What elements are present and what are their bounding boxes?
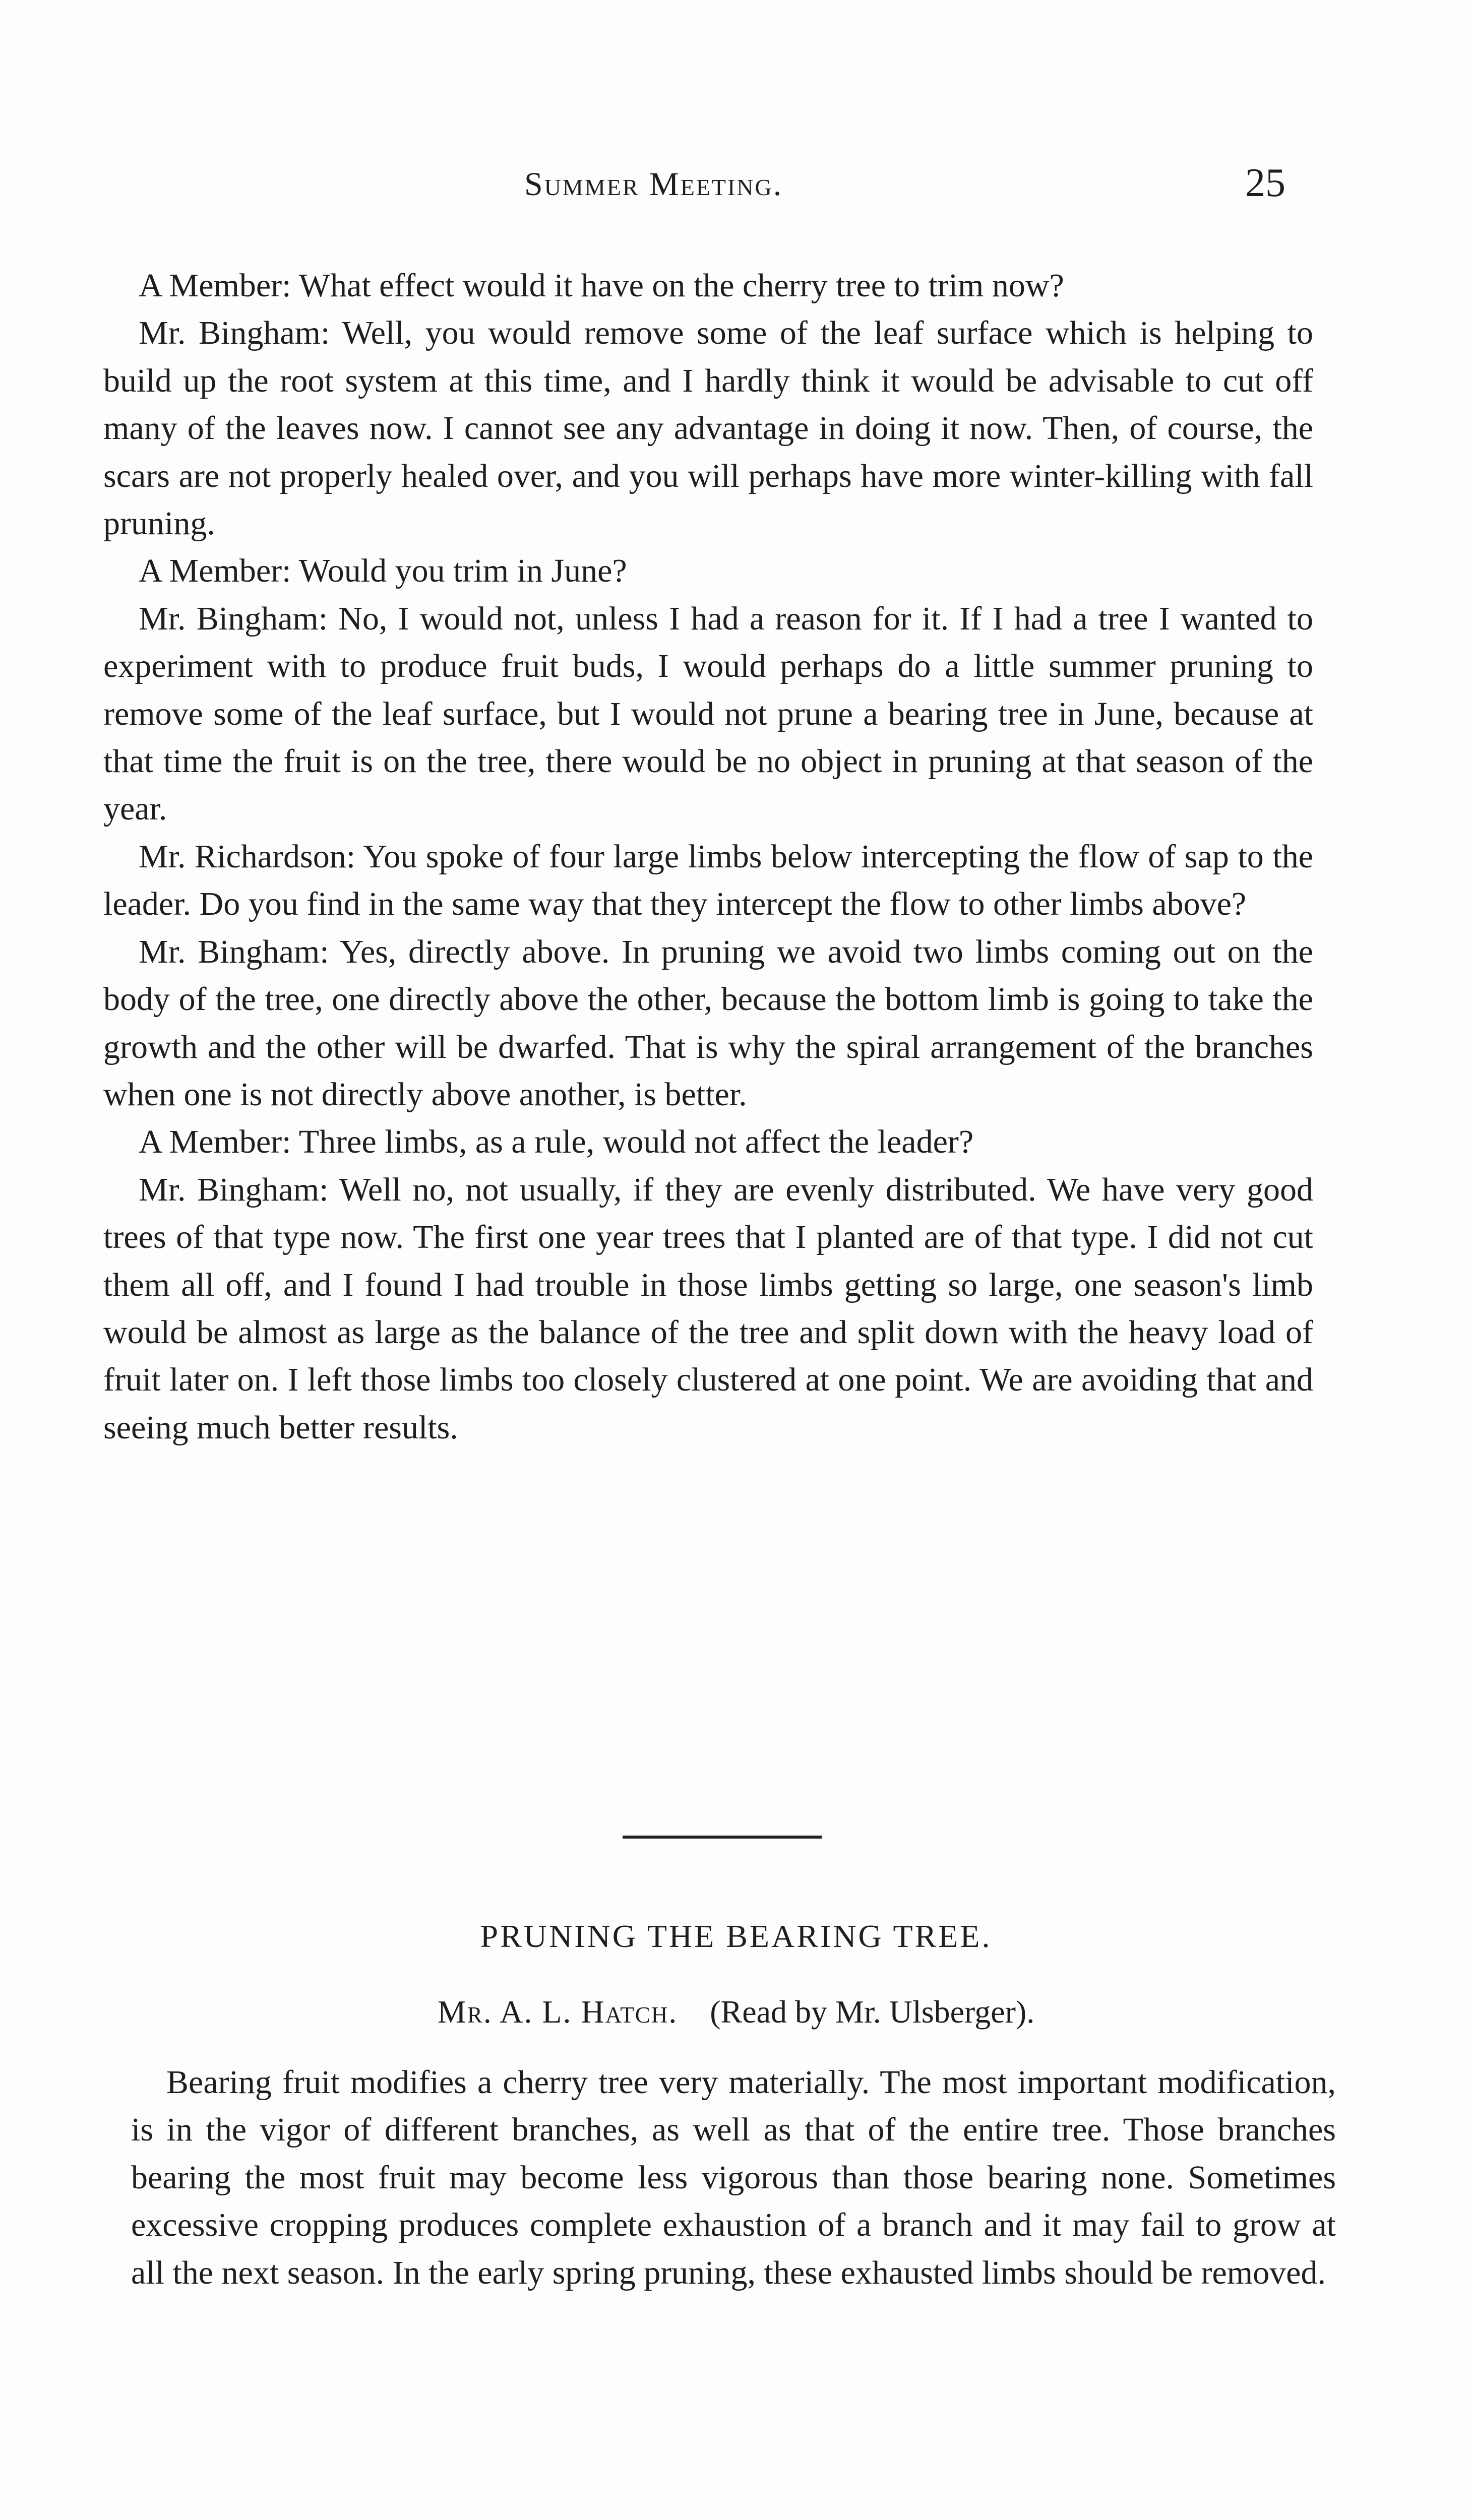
section-title: PRUNING THE BEARING TREE. [480, 1918, 992, 1954]
section-body [131, 2059, 1336, 2297]
dialogue-paragraph: A Member: What effect would it have on the cherry tree to trim now? [139, 267, 1064, 304]
dialogue-paragraph: Mr. Bingham: Yes, directly above. In pruning we avoid two limbs coming out on the body of the tree, one directly above the other, because the bottom limb is going to take the growth and the other will be dwarfed. That is why the spiral arrangement of the branches when one is not directly above another, is better. [103, 933, 1313, 1113]
section-paragraph: Bearing fruit modifies a cherry tree very materially. The most important modification, is in the vigor of different branches, as well as that of the entire tree. Those branches bearing the most fruit may become less vigorous than those bearing none. Sometimes excessive cropping produces complete exhaustion of a branch and it may fail to grow at all the next season. In the early spring pruning, these exhausted limbs should be removed. [131, 2064, 1336, 2291]
dialogue-paragraph: A Member: Would you trim in June? [139, 552, 627, 590]
byline-note: (Read by Mr. Ulsberger). [710, 1994, 1035, 2030]
byline [0, 1993, 1472, 2031]
section-divider [623, 1836, 822, 1839]
page-header [0, 160, 1472, 216]
dialogue-paragraph: Mr. Bingham: Well, you would remove some of the leaf surface which is helping to build up the root system at this time, and I hardly think it would be advisable to cut off many of the leaves now. I cannot see any advantage in doing it now. Then, of course, the scars are not properly healed over, and you will perhaps have more winter-killing with fall pruning. [103, 314, 1313, 542]
running-head: Summer Meeting. [524, 166, 783, 203]
dialogue-paragraph: Mr. Bingham: Well no, not usually, if they are evenly distributed. We have very good trees of that type now. The first one year trees that I planted are of that type. I did not cut them all off, and I found I had trouble in those limbs getting so large, one season's limb would be almost as large as the balance of the tree and split down with the heavy load of fruit later on. I left those limbs too closely clustered at one point. We are avoiding that and seeing much better results. [103, 1171, 1313, 1446]
page-number: 25 [1245, 161, 1285, 205]
dialogue-paragraph: A Member: Three limbs, as a rule, would not affect the leader? [139, 1123, 974, 1161]
dialogue-paragraph: Mr. Bingham: No, I would not, unless I had a reason for it. If I had a tree I wanted to experiment with to produce fruit buds, I would perhaps do a little summer pruning to remove some of the leaf surface, but I would not prune a bearing tree in June, because at that time the fruit is on the tree, there would be no object in pruning at that season of the year. [103, 600, 1313, 828]
byline-author: Mr. A. L. Hatch. [437, 1994, 678, 2030]
dialogue-paragraph: Mr. Richardson: You spoke of four large limbs below intercepting the flow of sap to the leader. Do you find in the same way that they intercept the flow to other limbs above? [103, 838, 1313, 923]
dialogue-text [103, 262, 1313, 1452]
